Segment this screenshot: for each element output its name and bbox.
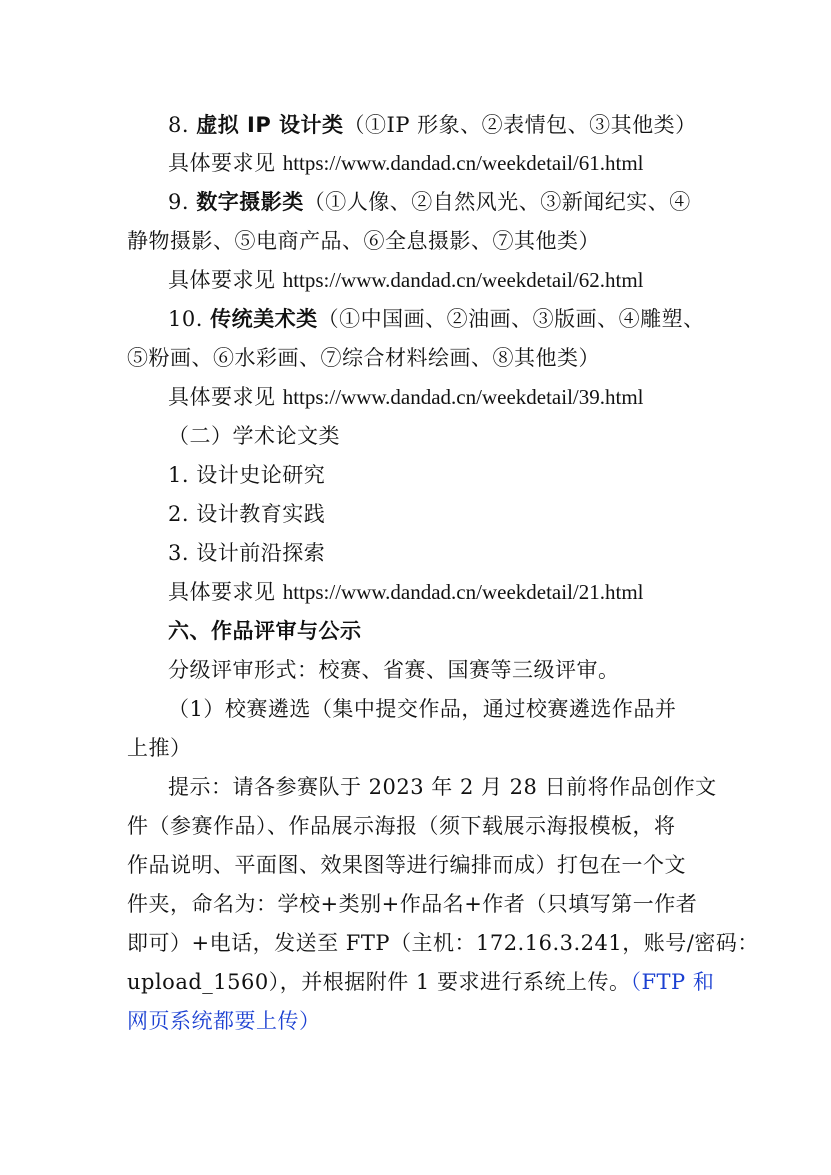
- academic-requirement: [168, 573, 758, 611]
- tip-line-2: 件（参赛作品）、作品展示海报（须下载展示海报模板，将: [127, 814, 676, 838]
- item-8-title: 虚拟 IP 设计类: [196, 113, 344, 137]
- item-10-title: 传统美术类: [210, 307, 318, 331]
- item-8-desc: （①IP 形象、②表情包、③其他类）: [343, 113, 697, 137]
- item-8-line: [168, 106, 758, 144]
- requirement-prefix: 具体要求见: [168, 151, 283, 175]
- section-6-intro: 分级评审形式：校赛、省赛、国赛等三级评审。: [168, 658, 620, 682]
- requirement-link[interactable]: https://www.dandad.cn/weekdetail/21.html: [282, 580, 644, 604]
- item-9-title: 数字摄影类: [196, 190, 304, 214]
- academic-item-1: 1. 设计史论研究: [168, 463, 326, 487]
- requirement-prefix: 具体要求见: [168, 268, 283, 292]
- requirement-link[interactable]: https://www.dandad.cn/weekdetail/61.html: [282, 151, 644, 175]
- item-8-number: 8.: [168, 113, 197, 137]
- item-10-requirement: [168, 378, 758, 416]
- academic-item-3: 3. 设计前沿探索: [168, 541, 326, 565]
- tip-line-3: 作品说明、平面图、效果图等进行编排而成）打包在一个文: [127, 853, 686, 877]
- tip-line-5: 即可）+电话，发送至 FTP（主机：172.16.3.241，账号/密码：: [127, 931, 759, 955]
- item-9-requirement: [168, 261, 758, 299]
- item-9-number: 9.: [168, 190, 197, 214]
- tip-line-6-text: upload_1560），并根据附件 1 要求进行系统上传。: [127, 970, 631, 994]
- upload-note: （FTP 和: [630, 970, 715, 994]
- item-10-desc: （①中国画、②油画、③版画、④雕塑、: [317, 307, 705, 331]
- requirement-prefix: 具体要求见: [168, 580, 283, 604]
- school-selection-line-2: 上推）: [127, 736, 192, 760]
- item-10-line: [168, 300, 758, 338]
- school-selection-line-1: （1）校赛遴选（集中提交作品，通过校赛遴选作品并: [168, 697, 677, 721]
- item-8-requirement: [168, 144, 758, 182]
- tip-line-4: 件夹，命名为：学校+类别+作品名+作者（只填写第一作者: [127, 892, 698, 916]
- academic-item-2: 2. 设计教育实践: [168, 502, 326, 526]
- section-6-heading: 六、作品评审与公示: [168, 619, 362, 643]
- item-9-desc: （①人像、②自然风光、③新闻纪实、④: [303, 190, 691, 214]
- requirement-link[interactable]: https://www.dandad.cn/weekdetail/62.html: [282, 268, 644, 292]
- tip-line-1: 提示：请各参赛队于 2023 年 2 月 28 日前将作品创作文: [168, 775, 717, 799]
- item-9-line: [168, 183, 758, 221]
- item-9-desc-cont: 静物摄影、⑤电商产品、⑥全息摄影、⑦其他类）: [127, 229, 600, 253]
- upload-note-cont: 网页系统都要上传）: [127, 1009, 321, 1033]
- requirement-prefix: 具体要求见: [168, 385, 283, 409]
- item-10-desc-cont: ⑤粉画、⑥水彩画、⑦综合材料绘画、⑧其他类）: [127, 346, 600, 370]
- item-10-number: 10.: [168, 307, 211, 331]
- academic-heading: （二）学术论文类: [168, 424, 340, 448]
- requirement-link[interactable]: https://www.dandad.cn/weekdetail/39.html: [282, 385, 644, 409]
- tip-line-6: [127, 963, 717, 1001]
